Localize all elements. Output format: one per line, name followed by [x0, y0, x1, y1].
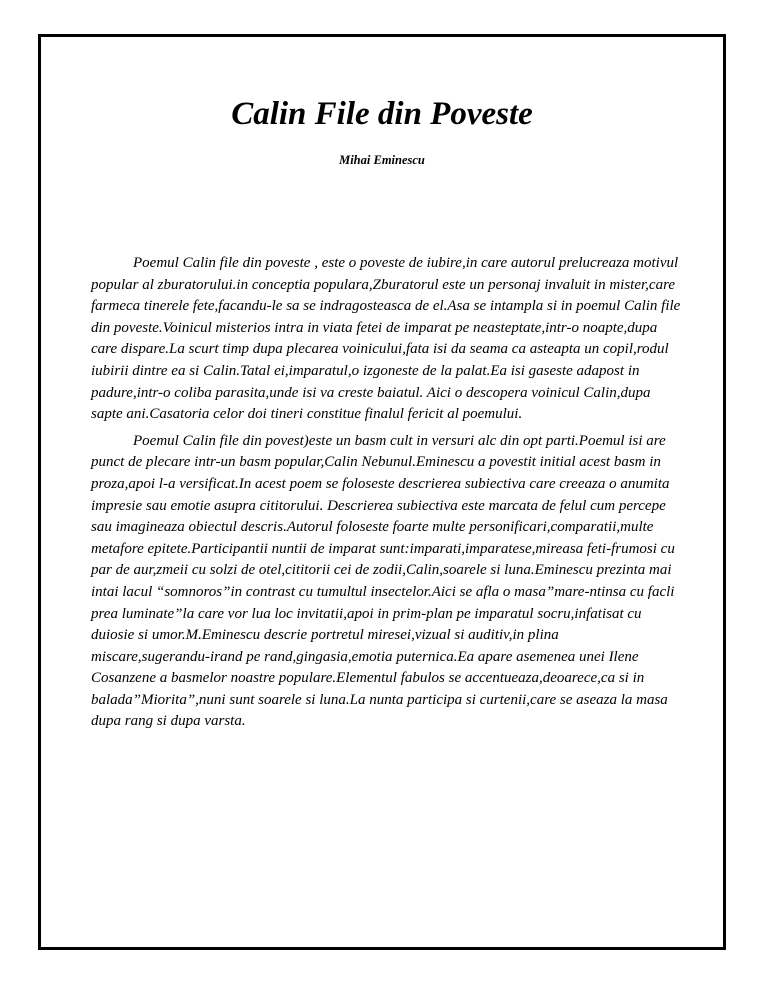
body-paragraph-1: Poemul Calin file din poveste , este o poveste de iubire,in care autorul prelucreaza motivul popular al zburatorului.in conceptia populara,Zburatorul este un personaj invaluit in mister,care farmeca tinerele fete,facandu-le sa se indragosteasca de el.Asa se intampla si in poemul Calin file din poveste.Voinicul misterios intra in viata fetei de imparat pe neasteptate,intr-o noapte,dupa care dispare.La scurt timp dupa plecarea voinicului,fata isi da seama ca asteapta un copil,rodul iubirii dintre ea si Calin.Tatal ei,imparatul,o izgoneste de la palat.Ea isi gaseste adapost in padure,intr-o coliba parasita,unde isi va creste baiatul. Aici o descopera voinicul Calin,dupa sapte ani.Casatoria celor doi tineri constitue finalul fericit al poemului. — [91, 255, 681, 423]
document-title: Calin File din Poveste — [231, 96, 533, 132]
document-body — [91, 253, 681, 738]
page-frame — [38, 34, 726, 950]
document-author: Mihai Eminescu — [339, 153, 425, 167]
body-paragraph-2: Poemul Calin file din povest)este un basm cult in versuri alc din opt parti.Poemul isi are punct de plecare intr-un basm popular,Calin Nebunul.Eminescu a povestit initial acest basm in proza,apoi l-a versificat.In acest poem se foloseste descrierea subiectiva care creeaza o anumita impresie sau emotie asupra cititorului. Descrierea subiectiva este marcata de felul cum percepe sau imagineaza obiectul descris.Autorul foloseste foarte multe personificari,comparatii,multe metafore epitete.Participantii nuntii de imparat sunt:imparati,imparatese,mireasa feti-frumosi cu par de aur,zmeii cu solzi de otel,cititorii cei de zodii,Calin,soarele si luna.Eminescu prezinta mai intai lacul “somnoros”in contrast cu tumultul insectelor.Aici se afla o masa”mare-ntinsa cu facli prea luminate”la care vor lua loc invitatii,apoi in prim-plan pe imparatul socru,infatisat cu duiosie si umor.M.Eminescu descrie portretul miresei,vizual si auditiv,in plina miscare,sugerandu-irand pe rand,gingasia,emotia puternica.Ea apare asemenea unei Ilene Cosanzene a basmelor noastre populare.Elementul fabulos se accentueaza,deoarece,ca si in balada”Miorita”,nuni sunt soarele si luna.La nunta participa si curtenii,care se aseaza la masa dupa rang si dupa varsta. — [91, 432, 675, 730]
